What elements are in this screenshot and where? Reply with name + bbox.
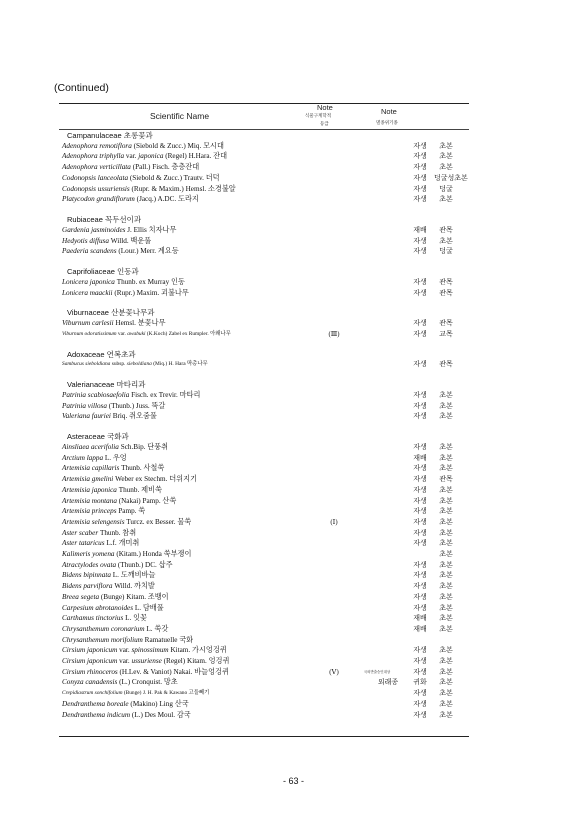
origin-cell: 자생	[413, 475, 427, 484]
family-name: Valerianaceae 마타리과	[67, 380, 146, 390]
origin-cell: 자생	[413, 401, 427, 410]
scientific-name: Patrinia scabiosaefolia Fisch. ex Trevir. 마타리	[62, 391, 201, 399]
origin-cell: 자생	[413, 689, 427, 698]
species-row	[0, 173, 587, 184]
origin-cell: 재배	[413, 225, 427, 234]
family-header-row	[0, 266, 587, 277]
species-row	[0, 667, 587, 678]
species-row	[0, 496, 587, 507]
origin-cell: 자생	[413, 517, 427, 526]
scientific-name: Carthamus tinctorius L. 잇꽃	[62, 614, 147, 623]
origin-cell: 자생	[413, 582, 427, 591]
header-scientific-name: Scientific Name	[150, 111, 210, 121]
scientific-name: Aster scaber Thunb. 참취	[62, 528, 137, 537]
species-row	[0, 624, 587, 635]
scientific-name: Cirsium japonicum var. ussuriense (Regel) Kitam. 엉겅퀴	[62, 657, 230, 665]
family-header-row	[0, 349, 587, 360]
growth-form-cell: 초본	[439, 401, 453, 410]
scientific-name: Hedyotis diffusa Willd. 백운풀	[62, 236, 152, 245]
scientific-name: Paederia scandens (Lour.) Merr. 계요등	[62, 247, 179, 256]
growth-form-cell: 관목	[439, 360, 453, 369]
origin-cell: 자생	[413, 141, 427, 150]
origin-cell: 자생	[413, 412, 427, 421]
scientific-name: Dendranthema indicum (L.) Des Moul. 감국	[62, 710, 191, 719]
origin-cell: 자생	[413, 173, 427, 182]
species-row	[0, 603, 587, 614]
growth-form-cell: 초본	[439, 496, 453, 505]
growth-form-cell: 초본	[439, 571, 453, 580]
origin-cell: 자생	[413, 528, 427, 537]
scientific-name: Artemisia capillaris Thunb. 사철쑥	[62, 464, 165, 473]
exotic-note: 외래종	[377, 678, 399, 687]
growth-form-cell: 초본	[439, 560, 453, 569]
species-row	[0, 411, 587, 422]
scientific-name: Ainsliaea acerifolia Sch.Bip. 단풍취	[62, 443, 169, 451]
origin-cell: 자생	[413, 184, 427, 193]
family-header-row	[0, 214, 587, 225]
species-row	[0, 151, 587, 162]
origin-cell: 자생	[413, 329, 427, 338]
scientific-name: Conyza canadensis (L.) Cronquist. 망초	[62, 678, 178, 687]
origin-cell: 자생	[413, 485, 427, 494]
origin-cell: 자생	[413, 152, 427, 161]
growth-form-cell: 초본	[439, 195, 453, 204]
scientific-name: Bidens bipinnata L. 도깨비바늘	[62, 571, 156, 580]
scientific-name: Artemisia princeps Pamp. 쑥	[62, 507, 146, 516]
species-row	[0, 474, 587, 485]
scientific-name: Artemisia montana (Nakai) Pamp. 산쑥	[62, 496, 177, 505]
export-note: 국외반출승인대상	[363, 669, 391, 674]
header-note-2: Note	[381, 107, 397, 116]
growth-form-cell: 관목	[439, 288, 453, 297]
floristic-grade: (Ⅴ)	[329, 668, 339, 676]
scientific-name: Artemisia selengensis Turcz. ex Besser. 물쑥	[62, 517, 192, 526]
growth-form-cell: 덩굴	[439, 184, 453, 193]
species-row	[0, 538, 587, 549]
growth-form-cell: 초본	[439, 689, 453, 698]
family-name: Campanulaceae 초롱꽃과	[67, 131, 153, 140]
growth-form-cell: 초본	[439, 603, 453, 612]
origin-cell: 자생	[413, 710, 427, 719]
origin-cell: 자생	[413, 195, 427, 204]
species-row	[0, 549, 587, 560]
species-row	[0, 141, 587, 152]
origin-cell: 자생	[413, 699, 427, 708]
growth-form-cell: 교목	[439, 329, 453, 338]
species-row	[0, 288, 587, 299]
scientific-name: Chrysanthemum coronarium L. 쑥갓	[62, 624, 169, 633]
scientific-name: Viburnum odoratissimum var. awabuki (K.Koch) Zabel ex Rumpler. 아왜나무	[62, 330, 231, 337]
species-row	[0, 453, 587, 464]
growth-form-cell: 초본	[439, 236, 453, 245]
scientific-name: Dendranthema boreale (Makino) Ling 산국	[62, 699, 189, 708]
origin-cell: 자생	[413, 277, 427, 286]
origin-cell: 자생	[413, 288, 427, 297]
species-row	[0, 390, 587, 401]
scientific-name: Lonicera japonica Thunb. ex Murray 인동	[62, 277, 185, 286]
growth-form-cell: 초본	[439, 391, 453, 399]
growth-form-cell: 초본	[439, 699, 453, 708]
species-row	[0, 528, 587, 539]
growth-form-cell: 관목	[439, 475, 453, 484]
header-note-1-sub-2: 등급	[320, 121, 329, 126]
growth-form-cell: 덩굴	[439, 247, 453, 256]
origin-cell: 재배	[413, 453, 427, 462]
continued-label: (Continued)	[54, 82, 109, 94]
origin-cell: 자생	[413, 560, 427, 569]
origin-cell: 귀화	[413, 678, 427, 687]
scientific-name: Chrysanthemum morifolium Ramatuelle 국화	[62, 635, 194, 644]
growth-form-cell: 관목	[439, 319, 453, 328]
origin-cell: 자생	[413, 657, 427, 665]
scientific-name: Adenophora verticillata (Pall.) Fisch. 층층잔대	[62, 163, 200, 172]
header-note-1: Note	[317, 103, 333, 112]
scientific-name: Platycodon grandiflorum (Jacq.) A.DC. 도라지	[62, 195, 199, 204]
species-row	[0, 613, 587, 624]
scientific-name: Atractylodes ovata (Thunb.) DC. 삽주	[62, 560, 173, 569]
origin-cell: 자생	[413, 496, 427, 505]
page-number: - 63 -	[282, 776, 304, 786]
origin-cell: 자생	[413, 319, 427, 328]
growth-form-cell: 초본	[439, 485, 453, 494]
growth-form-cell: 초본	[439, 163, 453, 172]
growth-form-cell: 초본	[439, 412, 453, 421]
origin-cell: 자생	[413, 464, 427, 473]
growth-form-cell: 초본	[439, 517, 453, 526]
growth-form-cell: 초본	[439, 657, 453, 665]
species-row	[0, 318, 587, 329]
floristic-grade: (Ⅲ)	[328, 330, 340, 338]
table-bottom-rule	[59, 736, 469, 737]
header-note-2-sub: 멸종위기종	[376, 120, 398, 125]
scientific-name: Viburnum carlesii Hemsl. 분꽃나무	[62, 319, 166, 328]
species-row	[0, 592, 587, 603]
growth-form-cell: 초본	[439, 453, 453, 462]
scientific-name: Valeriana fauriei Briq. 쥐오줌풀	[62, 412, 157, 421]
growth-form-cell: 초본	[439, 507, 453, 516]
scientific-name: Codonopsis lanceolata (Siebold & Zucc.) Trautv. 더덕	[62, 173, 220, 182]
species-row	[0, 246, 587, 257]
species-row	[0, 277, 587, 288]
family-name: Rubiaceae 꼭두선이과	[67, 215, 142, 225]
scientific-name: Artemisia japonica Thunb. 제비쑥	[62, 485, 162, 494]
scientific-name: Arctium lappa L. 우엉	[62, 453, 127, 462]
species-row	[0, 581, 587, 592]
family-header-row	[0, 307, 587, 318]
species-row	[0, 194, 587, 205]
origin-cell: 자생	[413, 507, 427, 516]
growth-form-cell: 초본	[439, 443, 453, 451]
species-row	[0, 485, 587, 496]
species-row	[0, 463, 587, 474]
growth-form-cell: 초본	[439, 667, 453, 676]
scientific-name: Aster tataricus L.f. 개미취	[62, 539, 140, 548]
species-row	[0, 645, 587, 656]
species-row	[0, 225, 587, 236]
scientific-name: Bidens parviflora Willd. 까치발	[62, 582, 155, 591]
scientific-name: Breea segeta (Bunge) Kitam. 조뱅이	[62, 592, 169, 601]
scientific-name: Adenophora remotiflora (Siebold & Zucc.) Miq. 모시대	[62, 141, 224, 150]
family-name: Caprifoliaceae 인동과	[67, 267, 139, 277]
origin-cell: 재배	[413, 624, 427, 633]
origin-cell: 자생	[413, 592, 427, 601]
scientific-name: Cirsium japonicum var. spinossimum Kitam. 가시엉겅퀴	[62, 646, 227, 655]
origin-cell: 자생	[413, 360, 427, 369]
scientific-name: Carpesium abrotanoides L. 담배풀	[62, 603, 164, 612]
family-header-row	[0, 130, 587, 141]
species-row	[0, 560, 587, 571]
growth-form-cell: 초본	[439, 592, 453, 601]
species-row	[0, 236, 587, 247]
growth-form-cell: 초본	[439, 614, 453, 623]
family-name: Adoxaceae 연복초과	[67, 349, 136, 359]
growth-form-cell: 관목	[439, 277, 453, 286]
origin-cell: 자생	[413, 391, 427, 399]
growth-form-cell: 초본	[439, 582, 453, 591]
growth-form-cell: 초본	[439, 646, 453, 655]
growth-form-cell: 초본	[439, 528, 453, 537]
species-row	[0, 359, 587, 370]
growth-form-cell: 초본	[439, 141, 453, 150]
growth-form-cell: 초본	[439, 710, 453, 719]
origin-cell: 자생	[413, 667, 427, 676]
scientific-name: Lonicera maackii (Rupr.) Maxim. 괴불나무	[62, 288, 189, 297]
growth-form-cell: 관목	[439, 225, 453, 234]
scientific-name: Sambucus sieboldiana subsp. sieboldiana (Miq.) H. Hara 딱총나무	[62, 361, 208, 368]
species-row	[0, 162, 587, 173]
species-row	[0, 635, 587, 646]
family-name: Viburnaceae 산분꽃나무과	[67, 308, 155, 318]
species-row	[0, 656, 587, 667]
origin-cell: 자생	[413, 236, 427, 245]
scientific-name: Gardenia jasminoides J. Ellis 치자나무	[62, 225, 177, 234]
growth-form-cell: 초본	[439, 152, 453, 161]
species-row	[0, 517, 587, 528]
scientific-name: Cirsium rhinoceros (H.Lev. & Vaniot) Nakai. 바늘엉겅퀴	[62, 667, 229, 676]
origin-cell: 자생	[413, 539, 427, 548]
growth-form-cell: 초본	[439, 539, 453, 548]
species-row	[0, 329, 587, 340]
floristic-grade: (Ⅰ)	[330, 518, 338, 526]
growth-form-cell: 초본	[439, 550, 453, 558]
origin-cell: 재배	[413, 614, 427, 623]
species-row	[0, 699, 587, 710]
scientific-name: Crepidiastrum sonchifolium (Bunge) J. H. Pak & Kawano 고들빼기	[62, 690, 210, 697]
growth-form-cell: 초본	[439, 678, 453, 687]
species-row	[0, 688, 587, 699]
growth-form-cell: 초본	[439, 464, 453, 473]
growth-form-cell: 초본	[439, 624, 453, 633]
origin-cell: 자생	[413, 163, 427, 172]
origin-cell: 자생	[413, 646, 427, 655]
origin-cell: 자생	[413, 443, 427, 451]
origin-cell: 자생	[413, 603, 427, 612]
family-name: Asteraceae 국화과	[67, 432, 129, 442]
scientific-name: Kalimeris yomena (Kitam.) Honda 쑥부쟁이	[62, 550, 192, 558]
origin-cell: 자생	[413, 571, 427, 580]
growth-form-cell: 덩굴성초본	[434, 173, 468, 182]
family-header-row	[0, 379, 587, 390]
species-row	[0, 710, 587, 721]
species-row	[0, 401, 587, 412]
scientific-name: Patrinia villosa (Thunb.) Juss. 뚝갈	[62, 401, 166, 410]
origin-cell: 자생	[413, 247, 427, 256]
header-note-1-sub-1: 식물구계학적	[305, 113, 332, 118]
species-row	[0, 506, 587, 517]
scientific-name: Adenophora triphylla var. japonica (Regel) H.Hara. 잔대	[62, 152, 228, 161]
species-row	[0, 184, 587, 195]
family-header-row	[0, 431, 587, 442]
scientific-name: Artemisia gmelini Weber ex Stechm. 더위지기	[62, 475, 198, 484]
scientific-name: Codonopsis ussuriensis (Rupr. & Maxim.) Hemsl. 소경불알	[62, 184, 236, 193]
species-row	[0, 442, 587, 453]
species-row	[0, 677, 587, 688]
species-row	[0, 570, 587, 581]
